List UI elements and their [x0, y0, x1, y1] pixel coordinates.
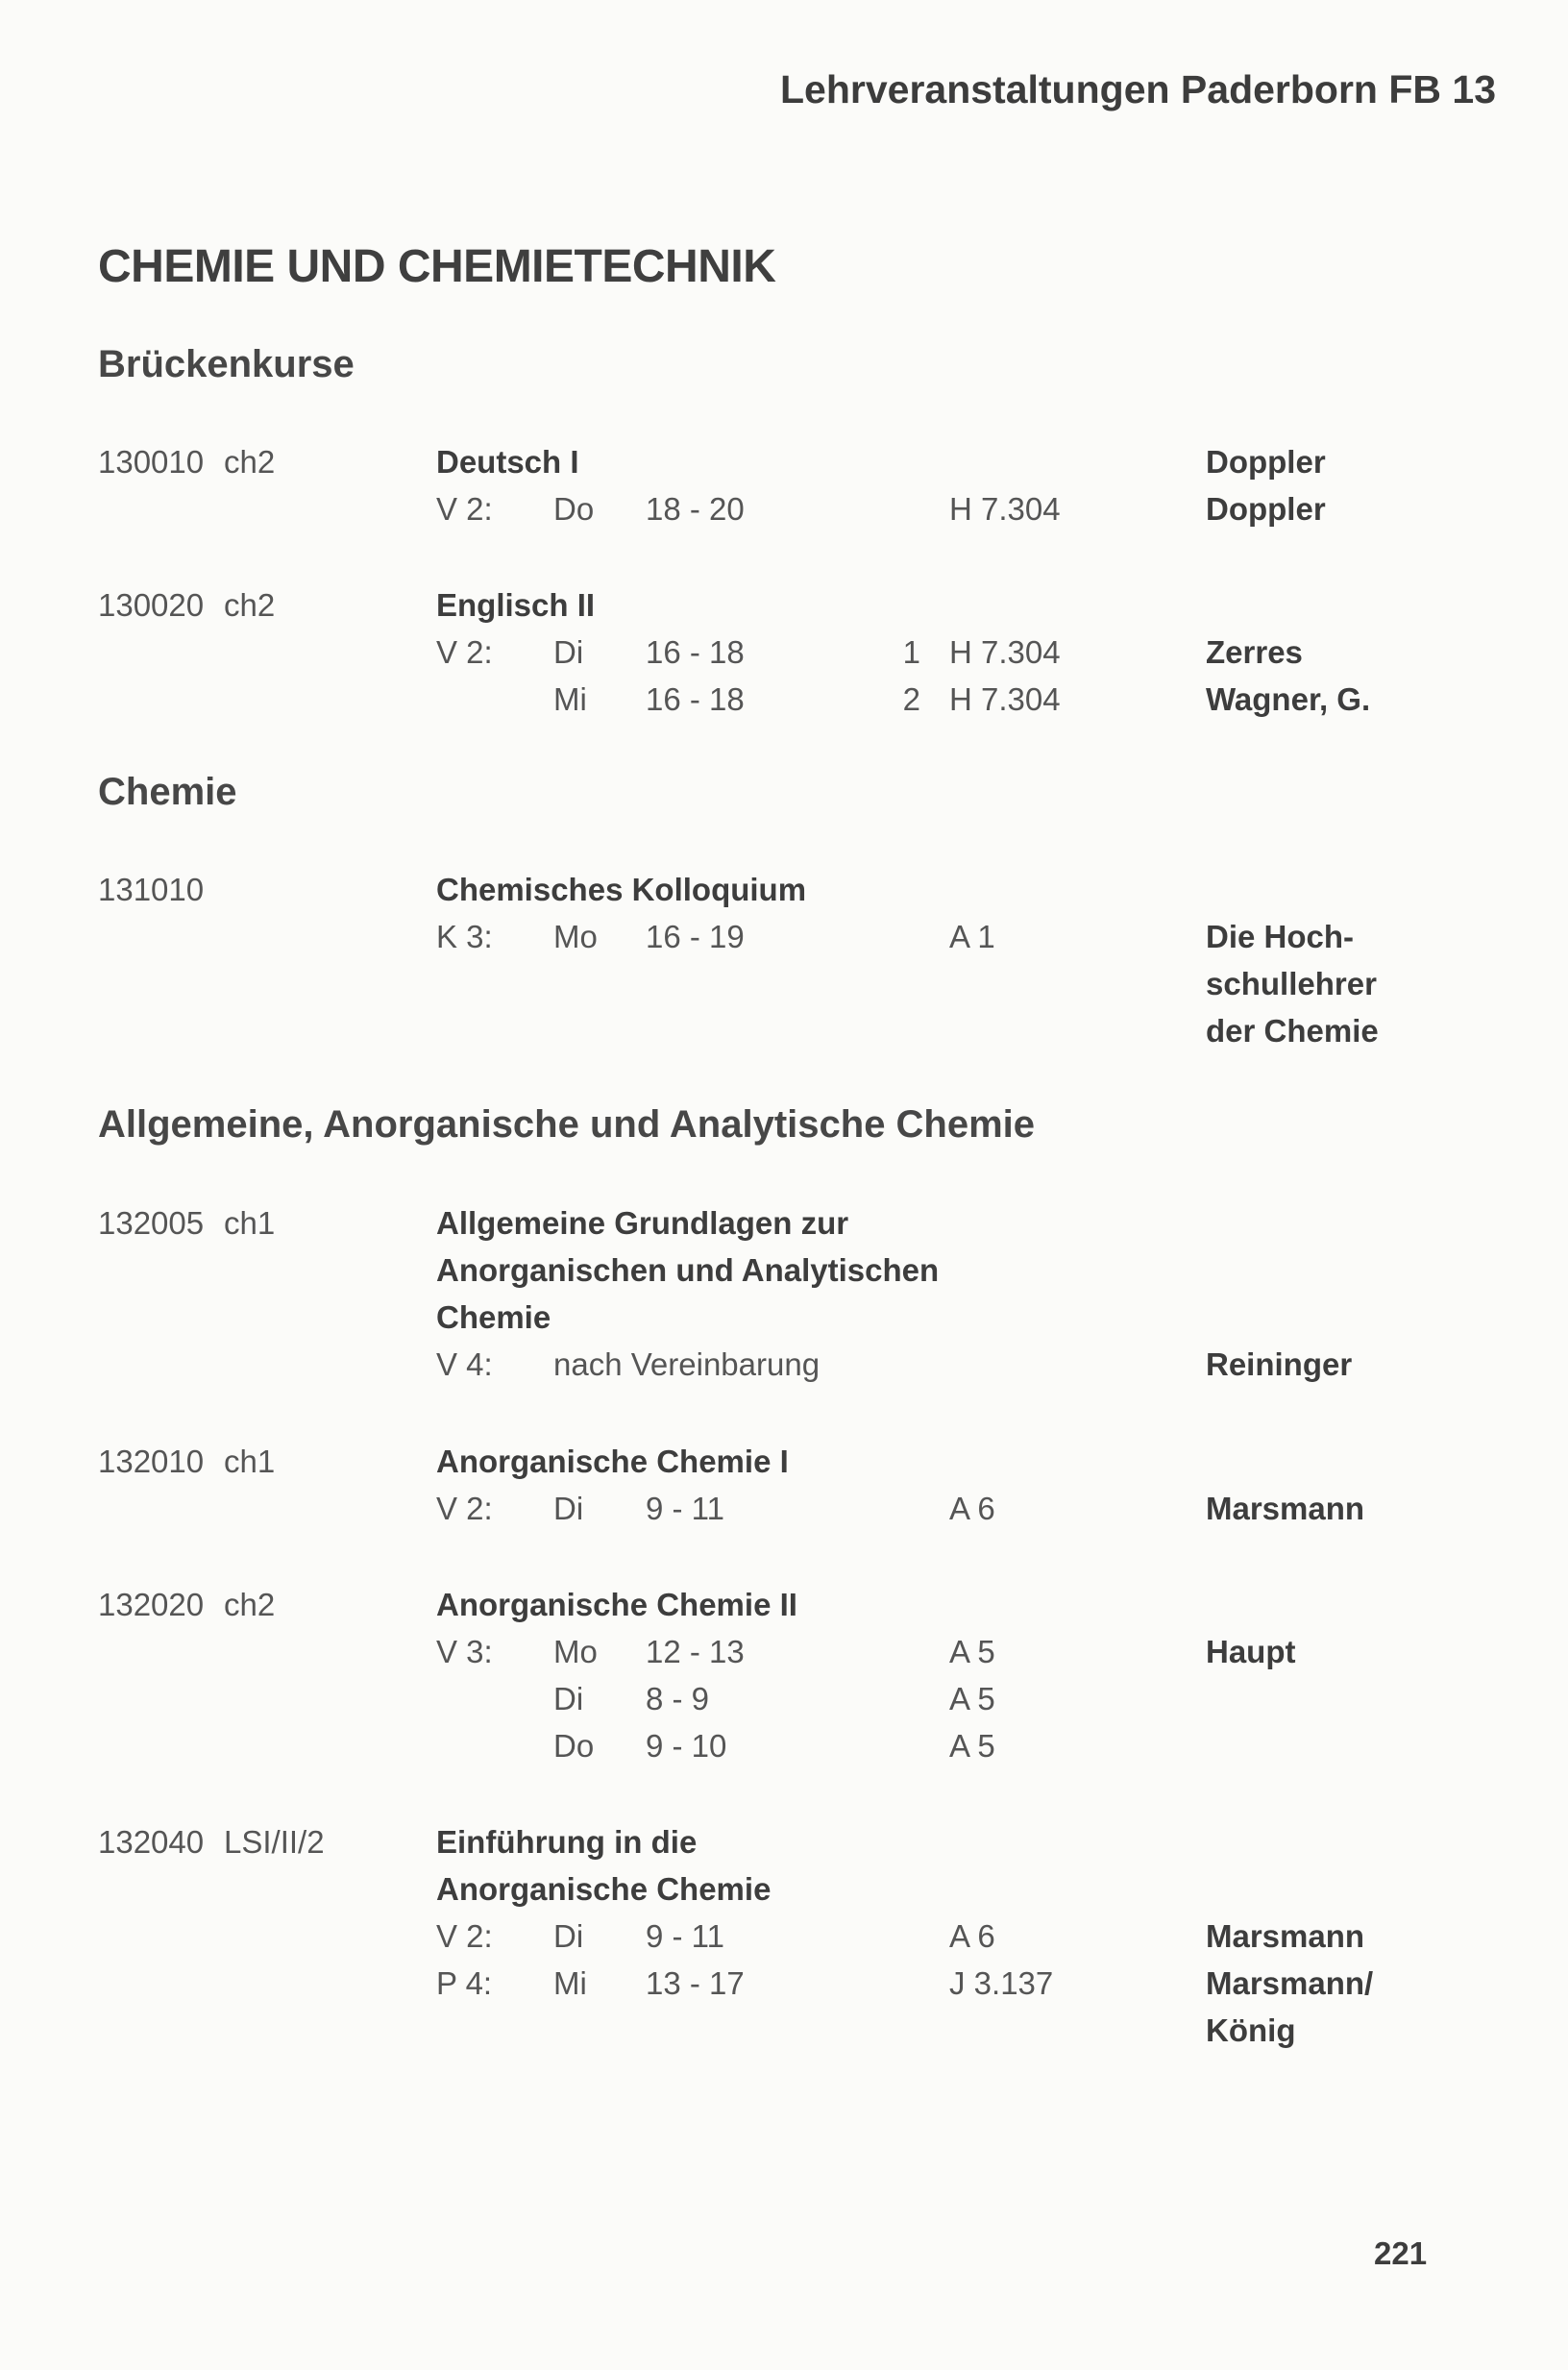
- session-room: A 5: [949, 1634, 995, 1669]
- course-title: Deutsch I: [436, 444, 579, 480]
- session-day: Mo: [553, 1634, 598, 1669]
- course-category: ch2: [224, 444, 276, 480]
- session-kind: K 3:: [436, 919, 493, 954]
- session-lecturer: Haupt: [1206, 1634, 1296, 1669]
- session-day: Mi: [553, 681, 587, 717]
- course-category: ch1: [224, 1444, 276, 1479]
- session-day: Di: [553, 1918, 584, 1954]
- session-kind: V 2:: [436, 634, 493, 670]
- section-heading: Brückenkurse: [98, 343, 355, 385]
- course-title: Englisch II: [436, 587, 596, 623]
- session-lecturer: Wagner, G.: [1206, 681, 1371, 717]
- session-lecturer: König: [1206, 2012, 1296, 2048]
- running-header: Lehrveranstaltungen Paderborn FB 13: [780, 67, 1497, 111]
- session-time: 16 - 19: [646, 919, 745, 954]
- session-day: Do: [553, 491, 595, 527]
- section-heading: Allgemeine, Anorganische und Analytische Chemie: [98, 1103, 1036, 1146]
- session-time: 12 - 13: [646, 1634, 745, 1669]
- session-day: Mo: [553, 919, 598, 954]
- session-time: 8 - 9: [646, 1681, 710, 1716]
- session-day: Do: [553, 1728, 595, 1764]
- session-lecturer: Die Hoch-: [1206, 919, 1355, 954]
- session-kind: V 2:: [436, 491, 493, 527]
- course-category: ch2: [224, 587, 276, 623]
- session-room: H 7.304: [949, 681, 1061, 717]
- session-kind: V 2:: [436, 1918, 493, 1954]
- session-time: 16 - 18: [646, 681, 745, 717]
- session-day: Di: [553, 634, 584, 670]
- session-lecturer: der Chemie: [1206, 1013, 1379, 1049]
- session-day: Di: [553, 1491, 584, 1526]
- session-room: H 7.304: [949, 634, 1061, 670]
- session-room: J 3.137: [949, 1965, 1054, 2001]
- course-title: Chemie: [436, 1299, 551, 1335]
- session-room: A 5: [949, 1728, 995, 1764]
- session-lecturer: Marsmann/: [1206, 1965, 1374, 2001]
- course-title: Anorganischen und Analytischen: [436, 1252, 940, 1288]
- session-room: A 6: [949, 1918, 995, 1954]
- course-lecturer: Doppler: [1206, 444, 1326, 480]
- course-number: 132010: [98, 1444, 205, 1479]
- session-day: Di: [553, 1681, 584, 1716]
- section-heading: Chemie: [98, 771, 237, 813]
- session-room: A 1: [949, 919, 995, 954]
- session-group: 2: [902, 681, 920, 717]
- session-time: 9 - 11: [646, 1491, 724, 1526]
- course-number: 132040: [98, 1824, 205, 1860]
- course-number: 132020: [98, 1587, 205, 1622]
- course-title: Anorganische Chemie II: [436, 1587, 797, 1622]
- session-room: H 7.304: [949, 491, 1061, 527]
- course-title: Chemisches Kolloquium: [436, 872, 807, 907]
- session-kind: P 4:: [436, 1965, 493, 2001]
- session-lecturer: schullehrer: [1206, 966, 1377, 1001]
- session-lecturer: Marsmann: [1206, 1491, 1365, 1526]
- session-kind: V 4:: [436, 1346, 493, 1382]
- course-title: Einführung in die: [436, 1824, 698, 1860]
- session-room: A 5: [949, 1681, 995, 1716]
- page-number: 221: [1374, 2235, 1428, 2271]
- page-title: CHEMIE UND CHEMIETECHNIK: [98, 241, 776, 292]
- session-lecturer: Reininger: [1206, 1346, 1353, 1382]
- course-number: 130020: [98, 587, 205, 623]
- session-day: Mi: [553, 1965, 587, 2001]
- course-title: Anorganische Chemie I: [436, 1444, 789, 1479]
- session-room: A 6: [949, 1491, 995, 1526]
- course-category: ch2: [224, 1587, 276, 1622]
- course-number: 130010: [98, 444, 205, 480]
- session-time: 9 - 11: [646, 1918, 724, 1954]
- session-kind: V 2:: [436, 1491, 493, 1526]
- session-day: nach Vereinbarung: [553, 1346, 821, 1382]
- session-time: 9 - 10: [646, 1728, 727, 1764]
- course-number: 132005: [98, 1205, 205, 1241]
- session-time: 16 - 18: [646, 634, 745, 670]
- course-title: Allgemeine Grundlagen zur: [436, 1205, 849, 1241]
- session-lecturer: Zerres: [1206, 634, 1303, 670]
- course-number: 131010: [98, 872, 205, 907]
- course-title: Anorganische Chemie: [436, 1871, 772, 1907]
- session-time: 13 - 17: [646, 1965, 745, 2001]
- session-group: 1: [902, 634, 920, 670]
- course-category: LSI/II/2: [224, 1824, 325, 1860]
- session-lecturer: Doppler: [1206, 491, 1326, 527]
- session-time: 18 - 20: [646, 491, 745, 527]
- session-kind: V 3:: [436, 1634, 493, 1669]
- course-category: ch1: [224, 1205, 276, 1241]
- session-lecturer: Marsmann: [1206, 1918, 1365, 1954]
